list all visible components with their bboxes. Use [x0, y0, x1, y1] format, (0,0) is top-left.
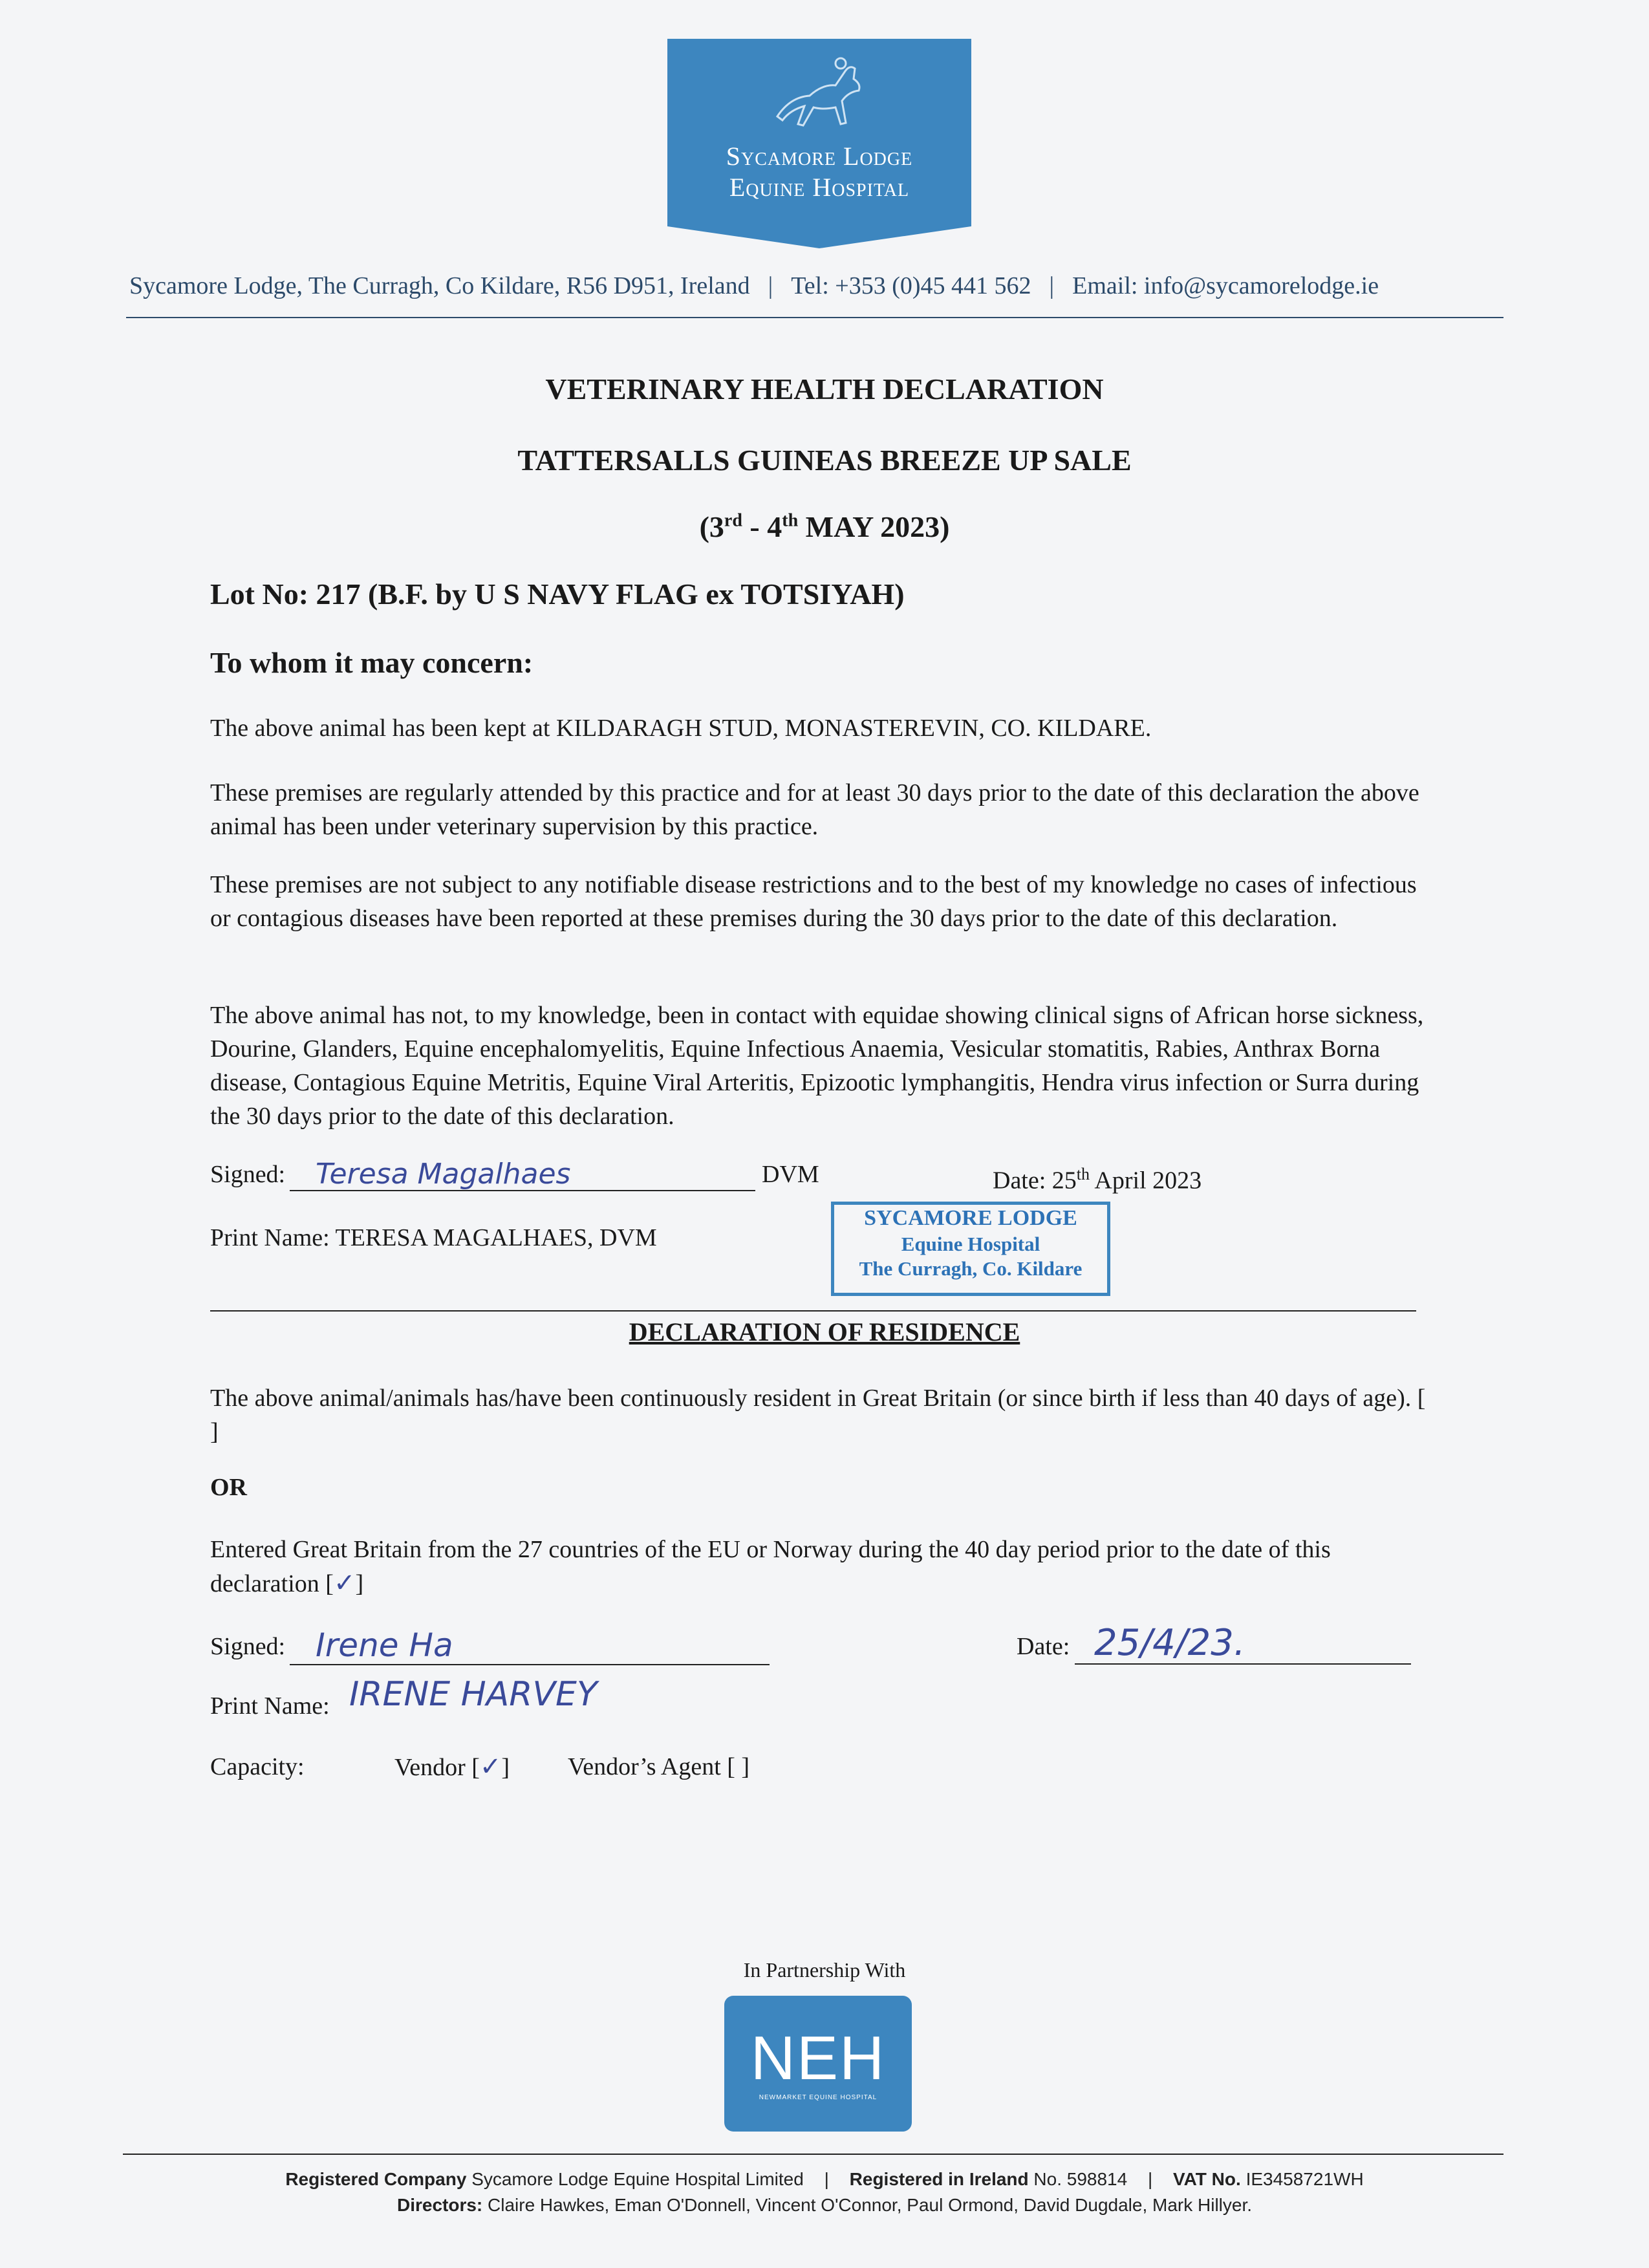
paragraph-premises: The above animal has been kept at KILDARAGH STUD, MONASTEREVIN, CO. KILDARE.: [210, 715, 1152, 742]
residence-option-2: Entered Great Britain from the 27 countries of the EU or Norway during the 40 day period prior to the date of this declaration [✓]: [210, 1536, 1331, 1598]
capacity-vendor: Vendor [✓]: [394, 1752, 510, 1782]
vet-date: Date: 25th April 2023: [993, 1165, 1202, 1194]
neh-logo: NEH NEWMARKET EQUINE HOSPITAL: [724, 1996, 912, 2132]
capacity-agent: Vendor’s Agent [ ]: [568, 1753, 750, 1780]
paragraph-supervision: These premises are regularly attended by this practice and for at least 30 days prior to the date of this declaration the above animal has been under veterinary supervision by this practice.: [210, 779, 1419, 840]
vendor-print-area: [343, 1675, 598, 1718]
paragraph-contact: The above animal has not, to my knowledge, been in contact with equidae showing clinical signs of African horse sickness, Dourine, Glanders, Equine encephalomyelitis, Equine Infectious Anaemia, Vesicular stomatitis, Rabies, Anthrax Borna disease, Contagious Equine Metritis, Equine Viral Arteritis, Epizootic lymphangitis, Hendra virus infection or Surra during the 30 days prior to the date of this declaration.: [210, 1002, 1424, 1130]
check-mark-icon: ✓: [479, 1752, 502, 1782]
vet-print-name: Print Name: TERESA MAGALHAES, DVM: [210, 1224, 657, 1251]
paragraph-restrictions: These premises are not subject to any notifiable disease restrictions and to the best of my knowledge no cases of infectious or contagious diseases have been reported at these premises during the 30 days prior to the date of this declaration.: [210, 871, 1417, 932]
sale-dates: (3rd - 4th MAY 2023): [699, 510, 950, 543]
vet-signature-line: [290, 1158, 755, 1191]
lot-number: Lot No: 217 (B.F. by U S NAVY FLAG ex TOTSIYAH): [210, 578, 905, 610]
capacity-label: Capacity:: [210, 1753, 305, 1780]
vendor-signature: Irene Ha: [316, 1626, 453, 1664]
footer-directors: Directors: Claire Hawkes, Eman O'Donnell, Vincent O'Connor, Paul Ormond, David Dugdale, Mark Hillyer.: [396, 2195, 1253, 2215]
vet-signed-label: Signed:: [210, 1161, 286, 1188]
hospital-logo: [667, 39, 971, 247]
check-mark-icon: ✓: [333, 1568, 356, 1598]
email: Email: info@sycamorelodge.ie: [1072, 272, 1379, 299]
hospital-stamp: SYCAMORE LODGE Equine Hospital The Curragh, Co. Kildare: [831, 1202, 1110, 1296]
section-divider: [210, 1310, 1416, 1312]
sale-title: TATTERSALLS GUINEAS BREEZE UP SALE: [517, 444, 1132, 477]
residence-heading: DECLARATION OF RESIDENCE: [629, 1317, 1020, 1346]
document-title: VETERINARY HEALTH DECLARATION: [545, 373, 1104, 405]
contact-line: Sycamore Lodge, The Curragh, Co Kildare, R56 D951, Ireland | Tel: +353 (0)45 441 562 | Email: info@sycamorelodge.ie: [129, 272, 1379, 299]
vet-suffix: DVM: [762, 1161, 819, 1188]
phone: Tel: +353 (0)45 441 562: [791, 272, 1031, 299]
footer-registration: Registered Company Sycamore Lodge Equine Hospital Limited | Registered in Ireland No. 598814 | VAT No. IE3458721WH: [285, 2169, 1364, 2189]
vet-signature: Teresa Magalhaes: [316, 1158, 571, 1191]
vendor-date-line: [1075, 1622, 1411, 1665]
logo-text: Sycamore Lodge Equine Hospital: [726, 142, 913, 202]
salutation: To whom it may concern:: [210, 646, 534, 679]
partner-label: In Partnership With: [743, 1958, 906, 1982]
vendor-date-label: Date:: [1017, 1633, 1070, 1660]
vendor-print-name: IRENE HARVEY: [349, 1675, 598, 1714]
residence-option-1: The above animal/animals has/have been continuously resident in Great Britain (or since birth if less than 40 days of age). [ ]: [210, 1385, 1426, 1445]
residence-or: OR: [210, 1474, 247, 1501]
vendor-signed-label: Signed:: [210, 1633, 286, 1660]
header-divider: [126, 317, 1503, 318]
vendor-signature-line: [290, 1626, 770, 1665]
footer-divider: [123, 2154, 1503, 2155]
vendor-print-label: Print Name:: [210, 1692, 330, 1720]
vendor-date: 25/4/23.: [1094, 1622, 1245, 1664]
address: Sycamore Lodge, The Curragh, Co Kildare, R56 D951, Ireland: [129, 272, 750, 299]
horse-rider-icon: [764, 45, 874, 136]
